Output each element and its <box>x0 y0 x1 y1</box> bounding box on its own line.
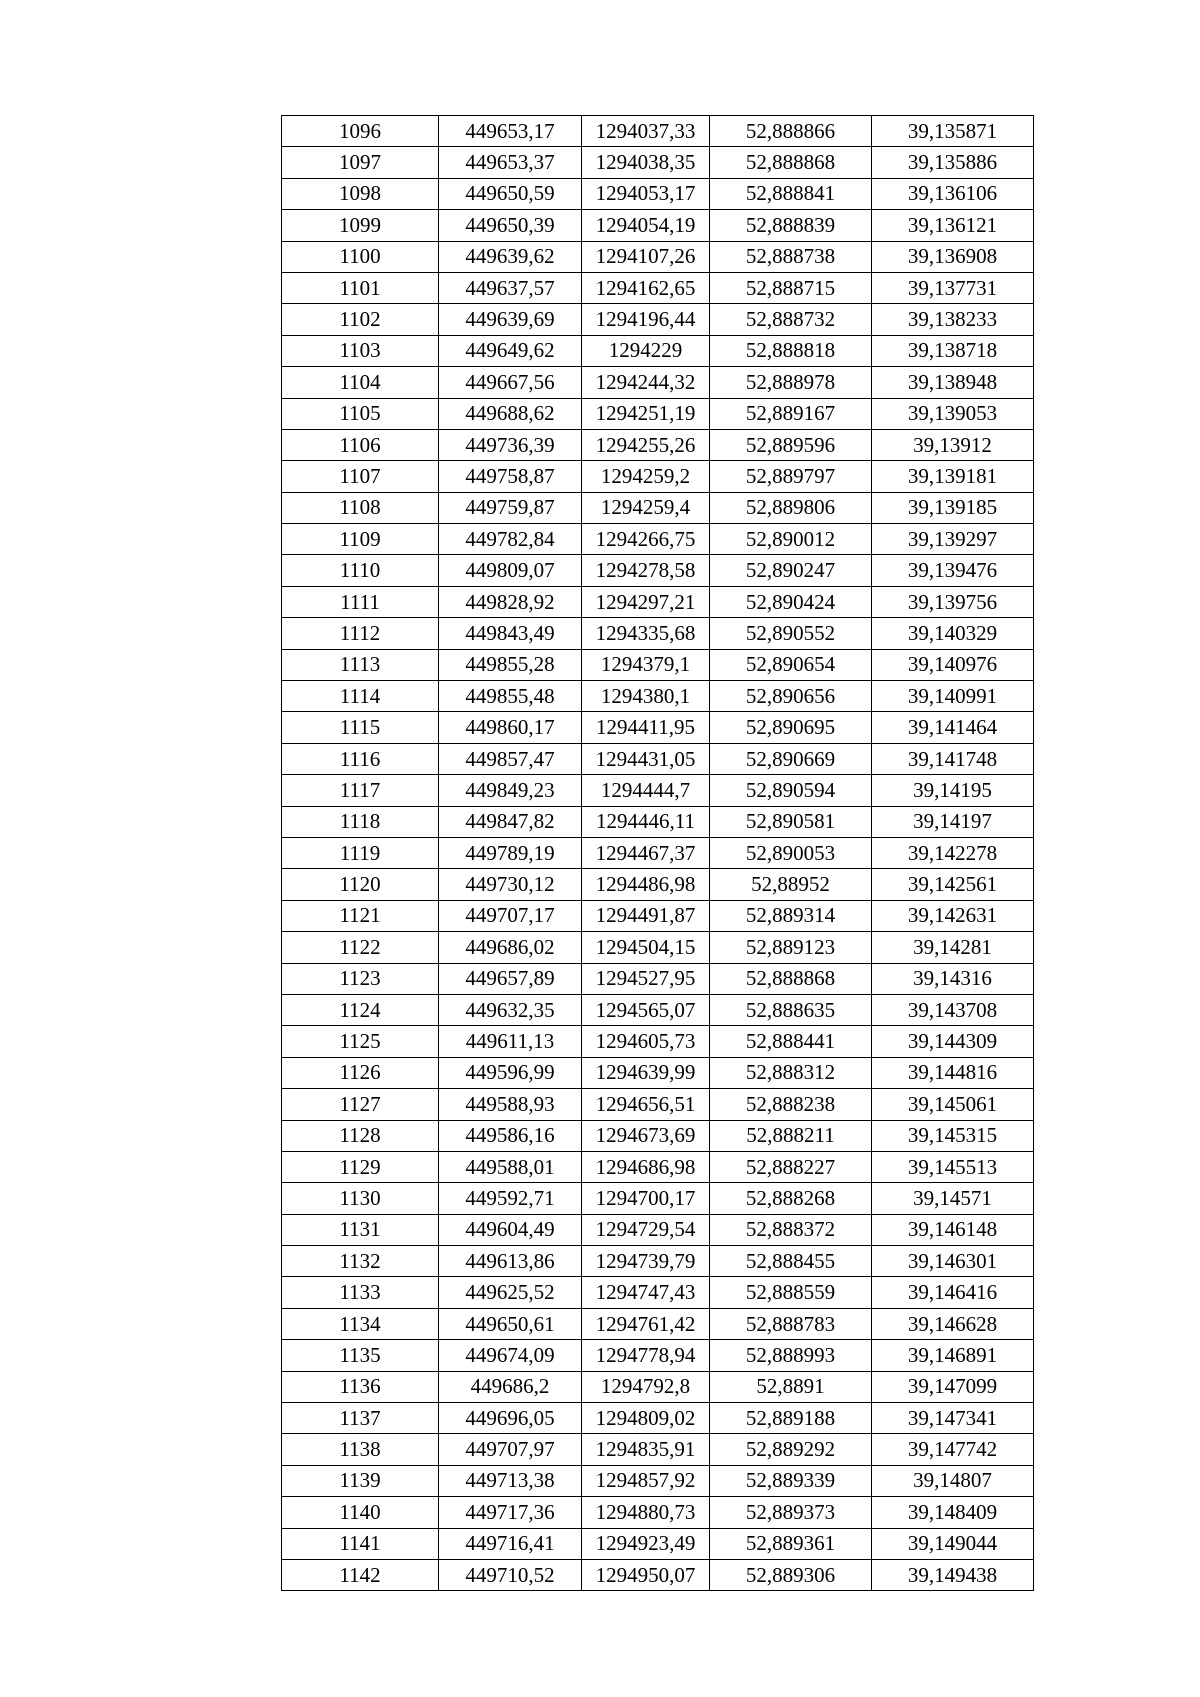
y-coordinate-cell: 1294686,98 <box>582 1151 710 1182</box>
table-row <box>282 1057 1034 1088</box>
table-row <box>282 743 1034 774</box>
table-row <box>282 869 1034 900</box>
longitude-cell: 39,138233 <box>872 304 1034 335</box>
longitude-cell: 39,144816 <box>872 1057 1034 1088</box>
table-row <box>282 1151 1034 1182</box>
latitude-cell: 52,889306 <box>710 1559 872 1590</box>
latitude-cell: 52,888211 <box>710 1120 872 1151</box>
longitude-cell: 39,146416 <box>872 1277 1034 1308</box>
longitude-cell: 39,13912 <box>872 429 1034 460</box>
latitude-cell: 52,890247 <box>710 555 872 586</box>
y-coordinate-cell: 1294778,94 <box>582 1340 710 1371</box>
table-row <box>282 1183 1034 1214</box>
x-coordinate-cell: 449649,62 <box>439 335 582 366</box>
y-coordinate-cell: 1294486,98 <box>582 869 710 900</box>
table-row <box>282 1308 1034 1339</box>
y-coordinate-cell: 1294739,79 <box>582 1246 710 1277</box>
longitude-cell: 39,142561 <box>872 869 1034 900</box>
point-number-cell: 1102 <box>282 304 439 335</box>
longitude-cell: 39,141748 <box>872 743 1034 774</box>
latitude-cell: 52,889596 <box>710 429 872 460</box>
longitude-cell: 39,147341 <box>872 1403 1034 1434</box>
point-number-cell: 1130 <box>282 1183 439 1214</box>
y-coordinate-cell: 1294335,68 <box>582 618 710 649</box>
y-coordinate-cell: 1294673,69 <box>582 1120 710 1151</box>
latitude-cell: 52,8891 <box>710 1371 872 1402</box>
x-coordinate-cell: 449686,02 <box>439 932 582 963</box>
latitude-cell: 52,888866 <box>710 116 872 147</box>
x-coordinate-cell: 449789,19 <box>439 837 582 868</box>
latitude-cell: 52,889123 <box>710 932 872 963</box>
point-number-cell: 1111 <box>282 586 439 617</box>
table-row <box>282 398 1034 429</box>
longitude-cell: 39,136908 <box>872 241 1034 272</box>
longitude-cell: 39,146148 <box>872 1214 1034 1245</box>
y-coordinate-cell: 1294605,73 <box>582 1026 710 1057</box>
latitude-cell: 52,890695 <box>710 712 872 743</box>
x-coordinate-cell: 449782,84 <box>439 524 582 555</box>
latitude-cell: 52,889167 <box>710 398 872 429</box>
y-coordinate-cell: 1294053,17 <box>582 178 710 209</box>
longitude-cell: 39,146628 <box>872 1308 1034 1339</box>
point-number-cell: 1142 <box>282 1559 439 1590</box>
longitude-cell: 39,142631 <box>872 900 1034 931</box>
coordinates-table-body <box>282 116 1034 1591</box>
x-coordinate-cell: 449758,87 <box>439 461 582 492</box>
point-number-cell: 1127 <box>282 1089 439 1120</box>
point-number-cell: 1107 <box>282 461 439 492</box>
point-number-cell: 1129 <box>282 1151 439 1182</box>
x-coordinate-cell: 449843,49 <box>439 618 582 649</box>
table-row <box>282 1497 1034 1528</box>
latitude-cell: 52,890594 <box>710 775 872 806</box>
y-coordinate-cell: 1294255,26 <box>582 429 710 460</box>
table-row <box>282 1371 1034 1402</box>
longitude-cell: 39,149438 <box>872 1559 1034 1590</box>
table-row <box>282 1434 1034 1465</box>
y-coordinate-cell: 1294251,19 <box>582 398 710 429</box>
table-row <box>282 147 1034 178</box>
table-row <box>282 178 1034 209</box>
longitude-cell: 39,146891 <box>872 1340 1034 1371</box>
point-number-cell: 1128 <box>282 1120 439 1151</box>
x-coordinate-cell: 449686,2 <box>439 1371 582 1402</box>
point-number-cell: 1108 <box>282 492 439 523</box>
table-row <box>282 932 1034 963</box>
y-coordinate-cell: 1294792,8 <box>582 1371 710 1402</box>
y-coordinate-cell: 1294527,95 <box>582 963 710 994</box>
x-coordinate-cell: 449847,82 <box>439 806 582 837</box>
longitude-cell: 39,144309 <box>872 1026 1034 1057</box>
y-coordinate-cell: 1294729,54 <box>582 1214 710 1245</box>
table-row <box>282 1559 1034 1590</box>
table-row <box>282 116 1034 147</box>
y-coordinate-cell: 1294700,17 <box>582 1183 710 1214</box>
x-coordinate-cell: 449650,39 <box>439 210 582 241</box>
latitude-cell: 52,889188 <box>710 1403 872 1434</box>
longitude-cell: 39,139185 <box>872 492 1034 523</box>
x-coordinate-cell: 449650,61 <box>439 1308 582 1339</box>
longitude-cell: 39,139181 <box>872 461 1034 492</box>
point-number-cell: 1097 <box>282 147 439 178</box>
longitude-cell: 39,135886 <box>872 147 1034 178</box>
latitude-cell: 52,888312 <box>710 1057 872 1088</box>
latitude-cell: 52,888818 <box>710 335 872 366</box>
table-row <box>282 963 1034 994</box>
x-coordinate-cell: 449730,12 <box>439 869 582 900</box>
y-coordinate-cell: 1294491,87 <box>582 900 710 931</box>
longitude-cell: 39,138718 <box>872 335 1034 366</box>
latitude-cell: 52,890669 <box>710 743 872 774</box>
y-coordinate-cell: 1294857,92 <box>582 1465 710 1496</box>
x-coordinate-cell: 449688,62 <box>439 398 582 429</box>
table-row <box>282 649 1034 680</box>
table-row <box>282 1340 1034 1371</box>
y-coordinate-cell: 1294259,2 <box>582 461 710 492</box>
latitude-cell: 52,888839 <box>710 210 872 241</box>
table-row <box>282 272 1034 303</box>
y-coordinate-cell: 1294162,65 <box>582 272 710 303</box>
point-number-cell: 1103 <box>282 335 439 366</box>
table-row <box>282 367 1034 398</box>
latitude-cell: 52,888732 <box>710 304 872 335</box>
table-row <box>282 586 1034 617</box>
x-coordinate-cell: 449588,01 <box>439 1151 582 1182</box>
longitude-cell: 39,140976 <box>872 649 1034 680</box>
y-coordinate-cell: 1294809,02 <box>582 1403 710 1434</box>
longitude-cell: 39,147099 <box>872 1371 1034 1402</box>
longitude-cell: 39,142278 <box>872 837 1034 868</box>
longitude-cell: 39,139476 <box>872 555 1034 586</box>
y-coordinate-cell: 1294444,7 <box>582 775 710 806</box>
point-number-cell: 1140 <box>282 1497 439 1528</box>
x-coordinate-cell: 449717,36 <box>439 1497 582 1528</box>
latitude-cell: 52,889314 <box>710 900 872 931</box>
point-number-cell: 1113 <box>282 649 439 680</box>
point-number-cell: 1120 <box>282 869 439 900</box>
x-coordinate-cell: 449586,16 <box>439 1120 582 1151</box>
x-coordinate-cell: 449604,49 <box>439 1214 582 1245</box>
coordinates-table <box>281 115 1034 1591</box>
point-number-cell: 1119 <box>282 837 439 868</box>
x-coordinate-cell: 449653,37 <box>439 147 582 178</box>
latitude-cell: 52,888841 <box>710 178 872 209</box>
y-coordinate-cell: 1294297,21 <box>582 586 710 617</box>
point-number-cell: 1141 <box>282 1528 439 1559</box>
latitude-cell: 52,889806 <box>710 492 872 523</box>
table-row <box>282 994 1034 1025</box>
latitude-cell: 52,888268 <box>710 1183 872 1214</box>
y-coordinate-cell: 1294431,05 <box>582 743 710 774</box>
point-number-cell: 1123 <box>282 963 439 994</box>
y-coordinate-cell: 1294504,15 <box>582 932 710 963</box>
latitude-cell: 52,888441 <box>710 1026 872 1057</box>
point-number-cell: 1135 <box>282 1340 439 1371</box>
point-number-cell: 1131 <box>282 1214 439 1245</box>
table-row <box>282 1528 1034 1559</box>
point-number-cell: 1096 <box>282 116 439 147</box>
longitude-cell: 39,139297 <box>872 524 1034 555</box>
x-coordinate-cell: 449588,93 <box>439 1089 582 1120</box>
point-number-cell: 1105 <box>282 398 439 429</box>
x-coordinate-cell: 449632,35 <box>439 994 582 1025</box>
point-number-cell: 1139 <box>282 1465 439 1496</box>
longitude-cell: 39,140329 <box>872 618 1034 649</box>
longitude-cell: 39,14571 <box>872 1183 1034 1214</box>
table-row <box>282 492 1034 523</box>
point-number-cell: 1109 <box>282 524 439 555</box>
longitude-cell: 39,139756 <box>872 586 1034 617</box>
latitude-cell: 52,890053 <box>710 837 872 868</box>
latitude-cell: 52,888559 <box>710 1277 872 1308</box>
longitude-cell: 39,137731 <box>872 272 1034 303</box>
point-number-cell: 1116 <box>282 743 439 774</box>
point-number-cell: 1122 <box>282 932 439 963</box>
y-coordinate-cell: 1294639,99 <box>582 1057 710 1088</box>
table-row <box>282 1089 1034 1120</box>
latitude-cell: 52,889339 <box>710 1465 872 1496</box>
y-coordinate-cell: 1294054,19 <box>582 210 710 241</box>
x-coordinate-cell: 449674,09 <box>439 1340 582 1371</box>
point-number-cell: 1112 <box>282 618 439 649</box>
table-row <box>282 1277 1034 1308</box>
latitude-cell: 52,890552 <box>710 618 872 649</box>
latitude-cell: 52,889373 <box>710 1497 872 1528</box>
y-coordinate-cell: 1294380,1 <box>582 681 710 712</box>
point-number-cell: 1118 <box>282 806 439 837</box>
point-number-cell: 1134 <box>282 1308 439 1339</box>
point-number-cell: 1117 <box>282 775 439 806</box>
point-number-cell: 1100 <box>282 241 439 272</box>
latitude-cell: 52,890424 <box>710 586 872 617</box>
latitude-cell: 52,888372 <box>710 1214 872 1245</box>
y-coordinate-cell: 1294747,43 <box>582 1277 710 1308</box>
latitude-cell: 52,888783 <box>710 1308 872 1339</box>
longitude-cell: 39,14807 <box>872 1465 1034 1496</box>
point-number-cell: 1138 <box>282 1434 439 1465</box>
table-row <box>282 241 1034 272</box>
y-coordinate-cell: 1294259,4 <box>582 492 710 523</box>
table-row <box>282 775 1034 806</box>
longitude-cell: 39,145315 <box>872 1120 1034 1151</box>
x-coordinate-cell: 449759,87 <box>439 492 582 523</box>
point-number-cell: 1137 <box>282 1403 439 1434</box>
y-coordinate-cell: 1294244,32 <box>582 367 710 398</box>
table-row <box>282 1403 1034 1434</box>
y-coordinate-cell: 1294880,73 <box>582 1497 710 1528</box>
table-row <box>282 1246 1034 1277</box>
x-coordinate-cell: 449736,39 <box>439 429 582 460</box>
latitude-cell: 52,888455 <box>710 1246 872 1277</box>
point-number-cell: 1098 <box>282 178 439 209</box>
table-row <box>282 335 1034 366</box>
point-number-cell: 1106 <box>282 429 439 460</box>
x-coordinate-cell: 449713,38 <box>439 1465 582 1496</box>
longitude-cell: 39,140991 <box>872 681 1034 712</box>
table-row <box>282 304 1034 335</box>
point-number-cell: 1110 <box>282 555 439 586</box>
table-row <box>282 1120 1034 1151</box>
y-coordinate-cell: 1294835,91 <box>582 1434 710 1465</box>
latitude-cell: 52,888993 <box>710 1340 872 1371</box>
point-number-cell: 1126 <box>282 1057 439 1088</box>
point-number-cell: 1114 <box>282 681 439 712</box>
point-number-cell: 1132 <box>282 1246 439 1277</box>
latitude-cell: 52,888238 <box>710 1089 872 1120</box>
x-coordinate-cell: 449613,86 <box>439 1246 582 1277</box>
longitude-cell: 39,139053 <box>872 398 1034 429</box>
y-coordinate-cell: 1294467,37 <box>582 837 710 868</box>
y-coordinate-cell: 1294923,49 <box>582 1528 710 1559</box>
longitude-cell: 39,145513 <box>872 1151 1034 1182</box>
y-coordinate-cell: 1294196,44 <box>582 304 710 335</box>
table-row <box>282 681 1034 712</box>
latitude-cell: 52,890012 <box>710 524 872 555</box>
point-number-cell: 1104 <box>282 367 439 398</box>
longitude-cell: 39,135871 <box>872 116 1034 147</box>
point-number-cell: 1133 <box>282 1277 439 1308</box>
point-number-cell: 1099 <box>282 210 439 241</box>
latitude-cell: 52,889797 <box>710 461 872 492</box>
y-coordinate-cell: 1294229 <box>582 335 710 366</box>
longitude-cell: 39,136106 <box>872 178 1034 209</box>
y-coordinate-cell: 1294037,33 <box>582 116 710 147</box>
x-coordinate-cell: 449625,52 <box>439 1277 582 1308</box>
latitude-cell: 52,889292 <box>710 1434 872 1465</box>
x-coordinate-cell: 449639,62 <box>439 241 582 272</box>
y-coordinate-cell: 1294038,35 <box>582 147 710 178</box>
x-coordinate-cell: 449611,13 <box>439 1026 582 1057</box>
x-coordinate-cell: 449809,07 <box>439 555 582 586</box>
longitude-cell: 39,147742 <box>872 1434 1034 1465</box>
point-number-cell: 1125 <box>282 1026 439 1057</box>
latitude-cell: 52,88952 <box>710 869 872 900</box>
longitude-cell: 39,14195 <box>872 775 1034 806</box>
x-coordinate-cell: 449637,57 <box>439 272 582 303</box>
longitude-cell: 39,141464 <box>872 712 1034 743</box>
y-coordinate-cell: 1294761,42 <box>582 1308 710 1339</box>
point-number-cell: 1124 <box>282 994 439 1025</box>
table-row <box>282 618 1034 649</box>
latitude-cell: 52,889361 <box>710 1528 872 1559</box>
x-coordinate-cell: 449710,52 <box>439 1559 582 1590</box>
x-coordinate-cell: 449828,92 <box>439 586 582 617</box>
x-coordinate-cell: 449860,17 <box>439 712 582 743</box>
table-row <box>282 461 1034 492</box>
y-coordinate-cell: 1294107,26 <box>582 241 710 272</box>
x-coordinate-cell: 449707,17 <box>439 900 582 931</box>
table-row <box>282 1465 1034 1496</box>
latitude-cell: 52,888635 <box>710 994 872 1025</box>
longitude-cell: 39,145061 <box>872 1089 1034 1120</box>
latitude-cell: 52,888715 <box>710 272 872 303</box>
table-row <box>282 806 1034 837</box>
table-row <box>282 1214 1034 1245</box>
longitude-cell: 39,146301 <box>872 1246 1034 1277</box>
table-row <box>282 1026 1034 1057</box>
y-coordinate-cell: 1294379,1 <box>582 649 710 680</box>
y-coordinate-cell: 1294565,07 <box>582 994 710 1025</box>
table-row <box>282 210 1034 241</box>
x-coordinate-cell: 449849,23 <box>439 775 582 806</box>
x-coordinate-cell: 449653,17 <box>439 116 582 147</box>
point-number-cell: 1136 <box>282 1371 439 1402</box>
x-coordinate-cell: 449639,69 <box>439 304 582 335</box>
y-coordinate-cell: 1294446,11 <box>582 806 710 837</box>
longitude-cell: 39,136121 <box>872 210 1034 241</box>
x-coordinate-cell: 449857,47 <box>439 743 582 774</box>
latitude-cell: 52,888738 <box>710 241 872 272</box>
longitude-cell: 39,14197 <box>872 806 1034 837</box>
longitude-cell: 39,143708 <box>872 994 1034 1025</box>
y-coordinate-cell: 1294278,58 <box>582 555 710 586</box>
x-coordinate-cell: 449855,28 <box>439 649 582 680</box>
table-row <box>282 555 1034 586</box>
latitude-cell: 52,888868 <box>710 147 872 178</box>
table-row <box>282 429 1034 460</box>
x-coordinate-cell: 449657,89 <box>439 963 582 994</box>
longitude-cell: 39,14281 <box>872 932 1034 963</box>
table-row <box>282 900 1034 931</box>
latitude-cell: 52,890656 <box>710 681 872 712</box>
y-coordinate-cell: 1294266,75 <box>582 524 710 555</box>
longitude-cell: 39,138948 <box>872 367 1034 398</box>
point-number-cell: 1115 <box>282 712 439 743</box>
y-coordinate-cell: 1294656,51 <box>582 1089 710 1120</box>
latitude-cell: 52,890654 <box>710 649 872 680</box>
x-coordinate-cell: 449716,41 <box>439 1528 582 1559</box>
longitude-cell: 39,149044 <box>872 1528 1034 1559</box>
y-coordinate-cell: 1294411,95 <box>582 712 710 743</box>
longitude-cell: 39,148409 <box>872 1497 1034 1528</box>
x-coordinate-cell: 449707,97 <box>439 1434 582 1465</box>
table-row <box>282 524 1034 555</box>
table-row <box>282 837 1034 868</box>
latitude-cell: 52,888868 <box>710 963 872 994</box>
x-coordinate-cell: 449596,99 <box>439 1057 582 1088</box>
y-coordinate-cell: 1294950,07 <box>582 1559 710 1590</box>
x-coordinate-cell: 449855,48 <box>439 681 582 712</box>
point-number-cell: 1101 <box>282 272 439 303</box>
latitude-cell: 52,888978 <box>710 367 872 398</box>
x-coordinate-cell: 449650,59 <box>439 178 582 209</box>
x-coordinate-cell: 449667,56 <box>439 367 582 398</box>
longitude-cell: 39,14316 <box>872 963 1034 994</box>
point-number-cell: 1121 <box>282 900 439 931</box>
latitude-cell: 52,888227 <box>710 1151 872 1182</box>
x-coordinate-cell: 449592,71 <box>439 1183 582 1214</box>
latitude-cell: 52,890581 <box>710 806 872 837</box>
table-row <box>282 712 1034 743</box>
x-coordinate-cell: 449696,05 <box>439 1403 582 1434</box>
